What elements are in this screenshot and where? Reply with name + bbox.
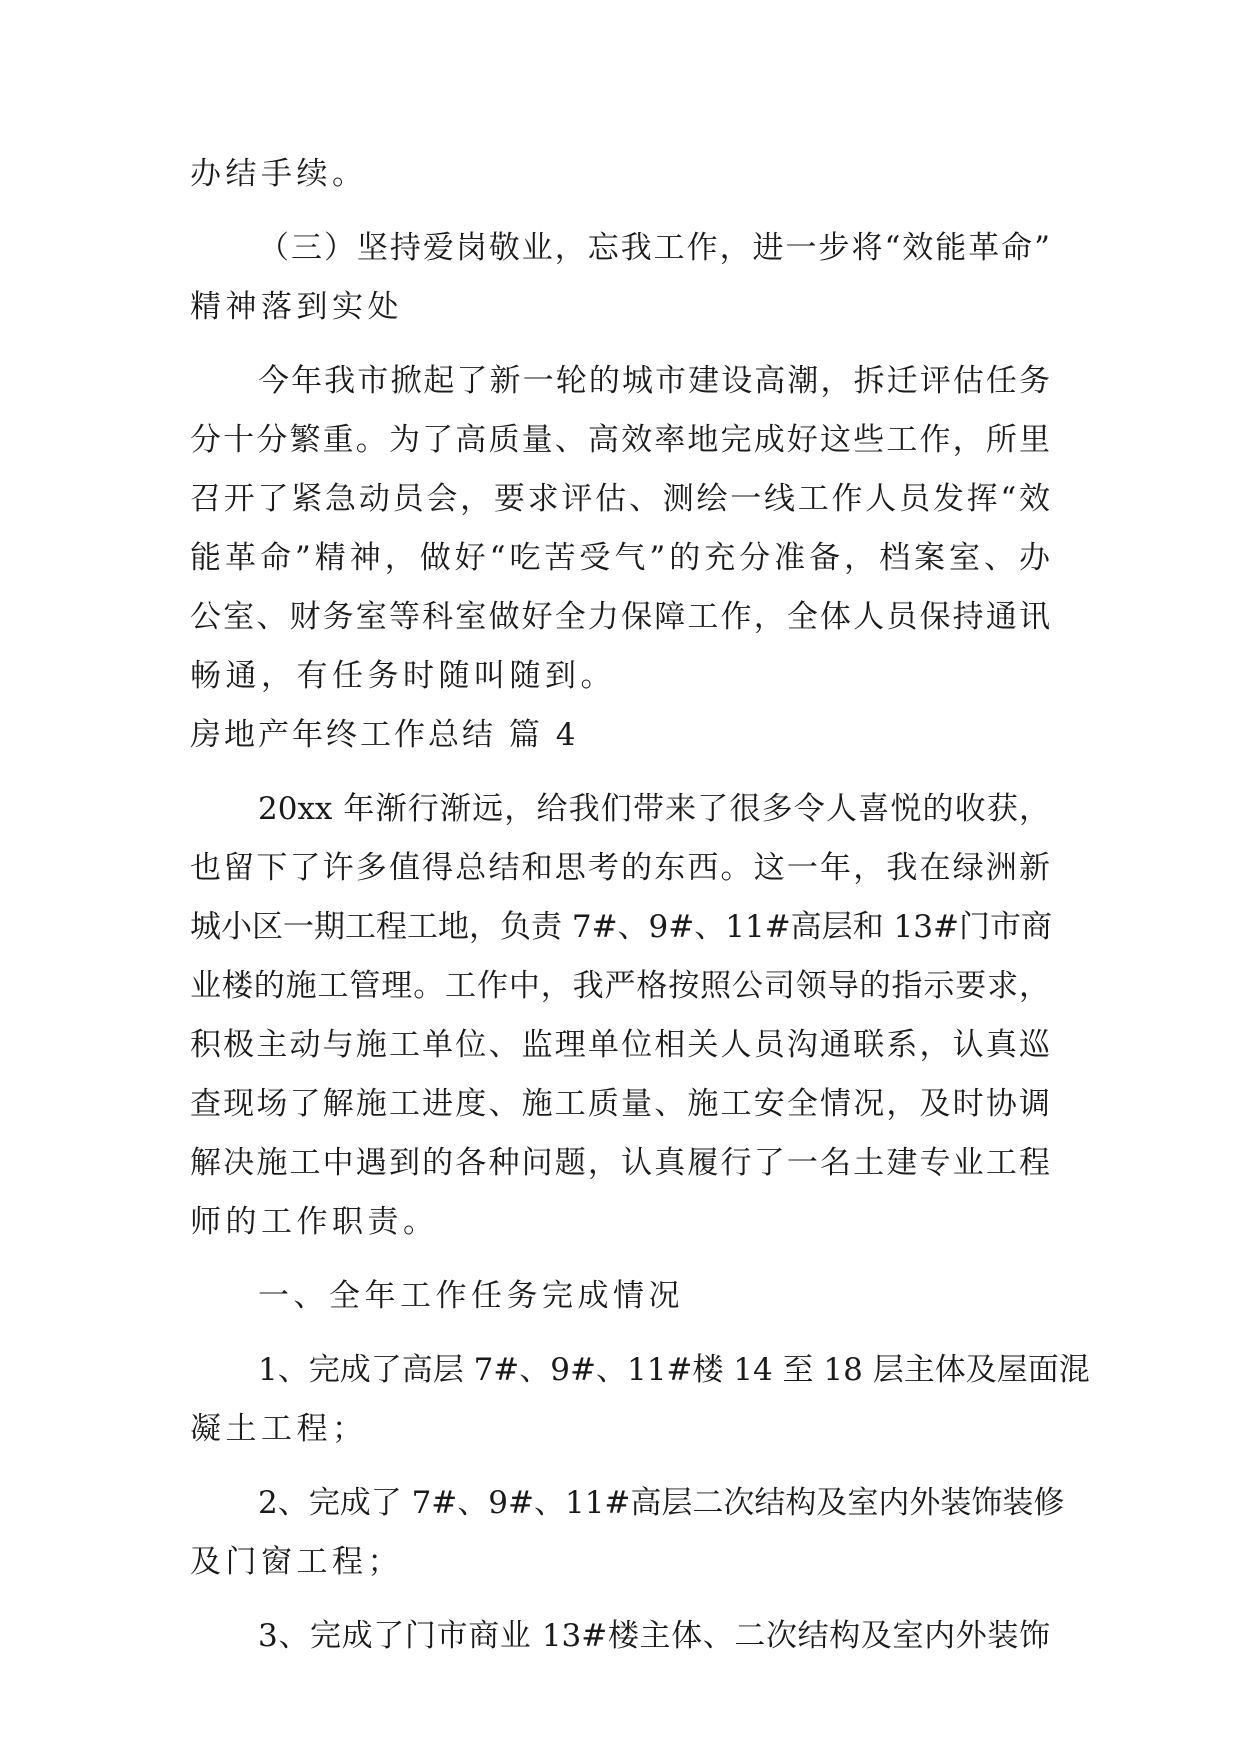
text-line: 办结手续。 [190,156,368,192]
text-line: （三）坚持爱岗敬业，忘我工作，进一步将“效能革命” [258,230,1050,266]
text-line: 城小区一期工程工地，负责 7#、9#、11#高层和 13#门市商 [190,909,1052,945]
section-title: 房地产年终工作总结 篇 4 [190,717,579,753]
text-line: 20xx 年渐行渐远，给我们带来了很多令人喜悦的收获， [258,791,1050,827]
text-line: 解决施工中遇到的各种问题，认真履行了一名土建专业工程 [190,1145,1050,1181]
text-line: 精神落到实处 [190,289,403,325]
text-line: 师的工作职责。 [190,1204,439,1240]
text-line: 查现场了解施工进度、施工质量、施工安全情况，及时协调 [190,1086,1050,1122]
text-line: 业楼的施工管理。工作中，我严格按照公司领导的指示要求， [190,968,1050,1004]
text-line: 及门窗工程； [190,1544,403,1580]
text-line: 召开了紧急动员会，要求评估、测绘一线工作人员发挥“效 [190,481,1050,517]
section-heading: 一、全年工作任务完成情况 [258,1278,684,1314]
text-line: 也留下了许多值得总结和思考的东西。这一年，我在绿洲新 [190,850,1050,886]
text-line: 1、完成了高层 7#、9#、11#楼 14 至 18 层主体及屋面混 [258,1352,1090,1388]
text-line: 凝土工程； [190,1411,368,1447]
text-line: 畅通，有任务时随叫随到。 [190,658,616,694]
text-line: 公室、财务室等科室做好全力保障工作，全体人员保持通讯 [190,599,1050,635]
text-line: 3、完成了门市商业 13#楼主体、二次结构及室内外装饰 [258,1618,1050,1654]
text-line: 今年我市掀起了新一轮的城市建设高潮，拆迁评估任务 [258,363,1050,399]
document-page [190,145,1090,1666]
text-line: 积极主动与施工单位、监理单位相关人员沟通联系，认真巡 [190,1027,1050,1063]
text-line: 能革命”精神，做好“吃苦受气”的充分准备，档案室、办 [190,540,1050,576]
text-line: 分十分繁重。为了高质量、高效率地完成好这些工作，所里 [190,422,1050,458]
text-line: 2、完成了 7#、9#、11#高层二次结构及室内外装饰装修 [258,1485,1065,1521]
